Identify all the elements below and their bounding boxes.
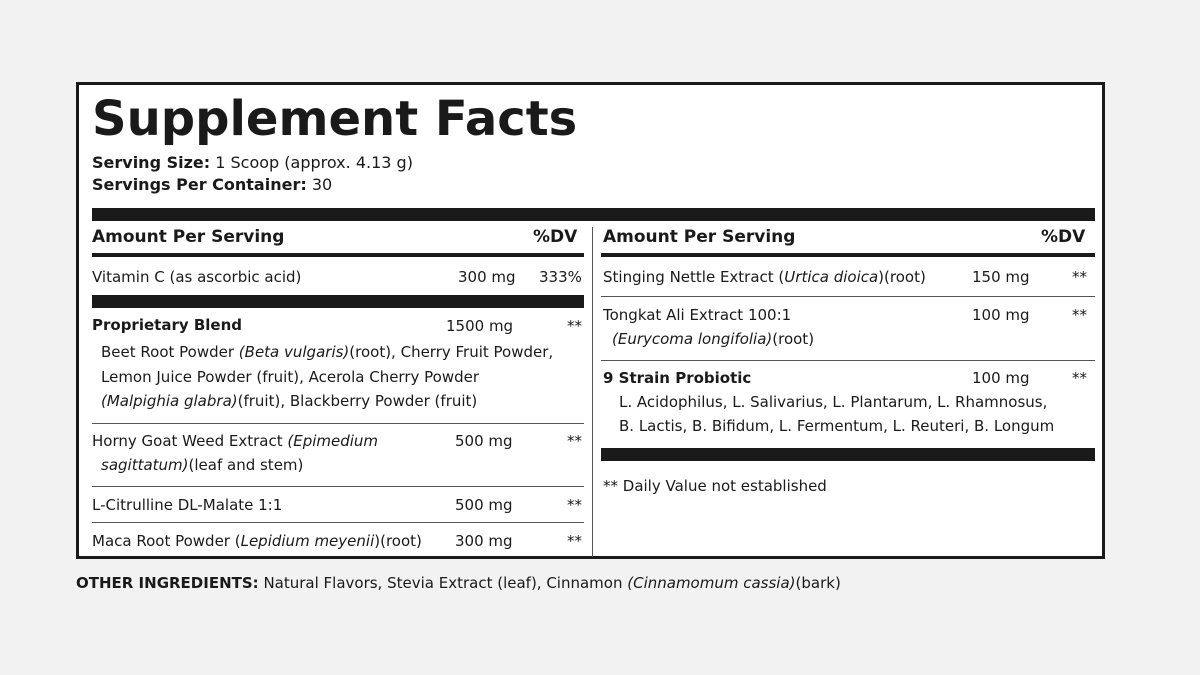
row-divider bbox=[601, 360, 1095, 361]
tongkat-ali-name: Tongkat Ali Extract 100:1 bbox=[603, 306, 792, 324]
left-header-rule bbox=[92, 253, 584, 257]
proprietary-blend-amount: 1500 mg bbox=[446, 317, 514, 335]
hgw-latin: (Epimedium bbox=[287, 432, 379, 450]
maca-latin: Lepidium meyenii bbox=[240, 532, 375, 550]
other-ingredients-text: Natural Flavors, Stevia Extract (leaf), Cinnamon bbox=[258, 574, 628, 592]
vitamin-c-name: Vitamin C (as ascorbic acid) bbox=[92, 268, 302, 286]
hgw-latin: sagittatum) bbox=[101, 456, 189, 474]
tongkat-ali-dv: ** bbox=[1072, 306, 1087, 324]
nettle-text: )(root) bbox=[878, 268, 926, 286]
stinging-nettle-name bbox=[603, 266, 926, 288]
proprietary-blend-dv: ** bbox=[567, 317, 582, 335]
maca-amount: 300 mg bbox=[455, 532, 513, 550]
supplement-facts-panel bbox=[76, 82, 1105, 559]
blend-latin: (Malpighia glabra) bbox=[101, 392, 238, 410]
maca-text: Maca Root Powder ( bbox=[92, 532, 241, 550]
horny-goat-weed-amount: 500 mg bbox=[455, 432, 513, 450]
row-divider bbox=[92, 522, 584, 523]
serving-size-value: 1 Scoop (approx. 4.13 g) bbox=[210, 153, 413, 172]
tongkat-ali-amount: 100 mg bbox=[972, 306, 1030, 324]
tongkat-text: (root) bbox=[772, 330, 815, 348]
probiotic-dv: ** bbox=[1072, 369, 1087, 387]
page-title: Supplement Facts bbox=[92, 91, 578, 147]
serving-size bbox=[92, 153, 413, 173]
other-ingredients-label: OTHER INGREDIENTS: bbox=[76, 574, 259, 592]
probiotic-name: 9 Strain Probiotic bbox=[603, 369, 752, 387]
stinging-nettle-amount: 150 mg bbox=[972, 268, 1030, 286]
tongkat-ali-line2 bbox=[612, 328, 814, 350]
daily-value-footnote: ** Daily Value not established bbox=[603, 477, 827, 495]
other-ingredients-text-end: (bark) bbox=[795, 574, 841, 592]
probiotic-strains-line1: L. Acidophilus, L. Salivarius, L. Plantarum, L. Rhamnosus, bbox=[619, 393, 1048, 411]
row-divider bbox=[601, 296, 1095, 297]
nettle-text: Stinging Nettle Extract ( bbox=[603, 268, 785, 286]
hgw-text: (leaf and stem) bbox=[188, 456, 304, 474]
blend-text: (root), Cherry Fruit Powder, bbox=[349, 343, 554, 361]
horny-goat-weed-dv: ** bbox=[567, 432, 582, 450]
right-header-rule bbox=[601, 253, 1095, 257]
right-dv-header: %DV bbox=[1041, 227, 1086, 247]
row-divider bbox=[92, 423, 584, 424]
left-amount-header: Amount Per Serving bbox=[92, 227, 285, 247]
servings-per-container bbox=[92, 175, 332, 195]
vitamin-c-rule bbox=[92, 295, 584, 308]
maca-dv: ** bbox=[567, 532, 582, 550]
proprietary-blend-ingredients-line1 bbox=[101, 341, 553, 363]
maca-text: )(root) bbox=[374, 532, 422, 550]
l-citrulline-dv: ** bbox=[567, 496, 582, 514]
blend-text: (fruit), Blackberry Powder (fruit) bbox=[237, 392, 478, 410]
row-divider bbox=[92, 486, 584, 487]
top-divider-bar bbox=[92, 208, 1095, 221]
l-citrulline-name: L-Citrulline DL-Malate 1:1 bbox=[92, 496, 283, 514]
probiotic-amount: 100 mg bbox=[972, 369, 1030, 387]
proprietary-blend-name: Proprietary Blend bbox=[92, 316, 242, 334]
vitamin-c-dv: 333% bbox=[539, 268, 582, 286]
proprietary-blend-ingredients-line2: Lemon Juice Powder (fruit), Acerola Cherry Powder bbox=[101, 368, 480, 386]
servings-per-container-label: Servings Per Container: bbox=[92, 175, 307, 194]
other-ingredients bbox=[76, 572, 841, 594]
probiotic-strains-line2: B. Lactis, B. Bifidum, L. Fermentum, L. Reuteri, B. Longum bbox=[619, 417, 1055, 435]
other-ingredients-latin: (Cinnamomum cassia) bbox=[627, 574, 796, 592]
proprietary-blend-ingredients-line3 bbox=[101, 390, 477, 412]
stinging-nettle-dv: ** bbox=[1072, 268, 1087, 286]
servings-per-container-value: 30 bbox=[306, 175, 333, 194]
maca-name bbox=[92, 530, 422, 552]
serving-size-label: Serving Size: bbox=[92, 153, 211, 172]
horny-goat-weed-name bbox=[92, 430, 378, 452]
left-dv-header: %DV bbox=[533, 227, 578, 247]
right-bottom-bar bbox=[601, 448, 1095, 461]
right-amount-header: Amount Per Serving bbox=[603, 227, 796, 247]
l-citrulline-amount: 500 mg bbox=[455, 496, 513, 514]
horny-goat-weed-line2 bbox=[101, 454, 303, 476]
column-separator bbox=[592, 227, 593, 557]
tongkat-latin: (Eurycoma longifolia) bbox=[612, 330, 773, 348]
blend-latin: (Beta vulgaris) bbox=[238, 343, 350, 361]
nettle-latin: Urtica dioica bbox=[784, 268, 879, 286]
blend-text: Beet Root Powder bbox=[101, 343, 239, 361]
hgw-text: Horny Goat Weed Extract bbox=[92, 432, 288, 450]
vitamin-c-amount: 300 mg bbox=[458, 268, 516, 286]
